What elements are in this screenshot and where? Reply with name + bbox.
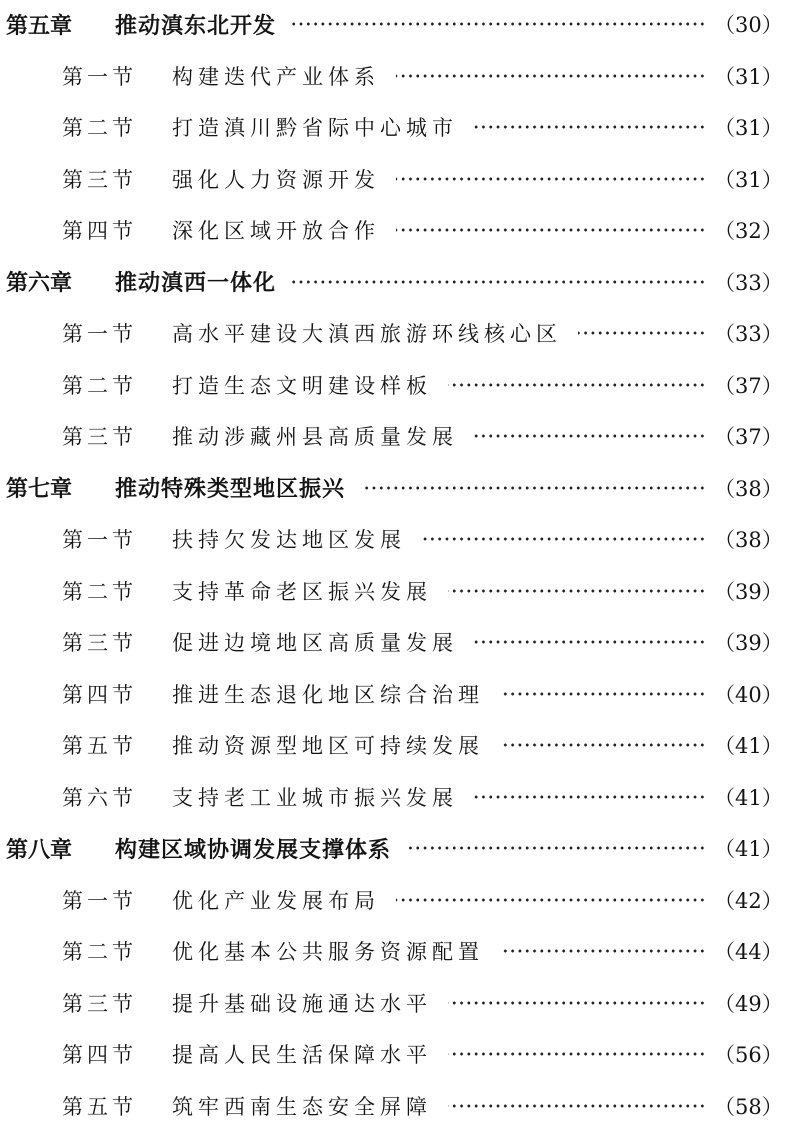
dot-leader (407, 846, 706, 850)
page-number: （58） (714, 1094, 783, 1119)
page-number: （31） (714, 64, 783, 89)
toc-entry-label (62, 215, 380, 245)
section-number: 第三节 (62, 425, 137, 449)
toc-entry-label (62, 1091, 432, 1121)
section-number: 第三节 (62, 631, 137, 655)
toc-section-row[interactable] (0, 368, 800, 402)
dot-leader (292, 280, 706, 284)
toc-entry-label (62, 524, 406, 554)
section-number: 第五节 (62, 1094, 137, 1119)
toc-section-row[interactable] (0, 677, 800, 711)
toc-entry-label (62, 370, 432, 400)
page-number: （40） (714, 682, 783, 707)
toc-entry-label (62, 782, 458, 812)
page-number: （56） (714, 1043, 783, 1067)
section-title: 深化区域开放合作 (172, 219, 380, 243)
dot-leader (500, 949, 706, 953)
toc-entry-label (6, 266, 276, 297)
toc-section-row[interactable] (0, 110, 800, 144)
section-number: 第二节 (62, 940, 137, 964)
chapter-title: 推动特殊类型地区振兴 (115, 477, 346, 502)
toc-section-row[interactable] (0, 883, 800, 917)
toc-section-row[interactable] (0, 213, 800, 247)
toc-chapter-row[interactable] (0, 265, 800, 299)
toc-chapter-row[interactable] (0, 7, 800, 41)
page-number: （31） (714, 116, 783, 140)
page-number: （37） (714, 373, 783, 398)
chapter-title: 构建区域协调发展支撑体系 (115, 837, 392, 863)
section-number: 第三节 (62, 991, 137, 1016)
section-title: 高水平建设大滇西旅游环线核心区 (172, 322, 562, 346)
chapter-title: 推动滇东北开发 (115, 13, 277, 39)
page-number: （44） (714, 940, 783, 964)
toc-entry-label (62, 730, 484, 760)
dot-leader (448, 1104, 706, 1108)
dot-leader (474, 434, 706, 438)
section-title: 支持革命老区振兴发展 (172, 579, 432, 604)
section-number: 第三节 (62, 167, 137, 192)
toc-section-row[interactable] (0, 316, 800, 350)
section-title: 推进生态退化地区综合治理 (172, 682, 484, 707)
toc-section-row[interactable] (0, 419, 800, 453)
page-number: （49） (714, 991, 783, 1016)
toc-entry-label (62, 679, 484, 709)
section-title: 推动涉藏州县高质量发展 (172, 425, 458, 449)
toc-entry-label (6, 472, 345, 503)
chapter-number: 第八章 (6, 837, 73, 863)
section-title: 打造滇川黔省际中心城市 (172, 116, 458, 140)
dot-leader (292, 22, 706, 26)
toc-entry-label (6, 833, 391, 864)
chapter-title: 推动滇西一体化 (115, 271, 277, 296)
dot-leader (474, 125, 706, 129)
section-title: 构建迭代产业体系 (172, 64, 380, 89)
dot-leader (422, 537, 706, 541)
section-title: 优化基本公共服务资源配置 (172, 940, 484, 964)
toc-entry-label (62, 1039, 432, 1069)
dot-leader (448, 589, 706, 593)
toc-entry-label (62, 988, 432, 1018)
section-title: 促进边境地区高质量发展 (172, 631, 458, 655)
section-number: 第一节 (62, 528, 137, 552)
toc-section-row[interactable] (0, 1037, 800, 1071)
section-title: 提高人民生活保障水平 (172, 1043, 432, 1067)
section-title: 扶持欠发达地区发展 (172, 528, 406, 552)
chapter-number: 第七章 (6, 477, 73, 502)
section-title: 打造生态文明建设样板 (172, 373, 432, 398)
page-number: （37） (714, 425, 783, 449)
section-number: 第一节 (62, 322, 137, 346)
toc-section-row[interactable] (0, 522, 800, 556)
section-title: 筑牢西南生态安全屏障 (172, 1094, 432, 1119)
chapter-number: 第五章 (6, 13, 73, 39)
page-number: （33） (714, 322, 783, 346)
page-number: （38） (714, 528, 783, 552)
toc-entry-label (62, 885, 380, 915)
page-number: （32） (714, 219, 783, 243)
dot-leader (500, 692, 706, 696)
dot-leader (578, 331, 706, 335)
dot-leader (396, 898, 706, 902)
page-number: （41） (714, 785, 783, 810)
section-number: 第四节 (62, 219, 137, 243)
page-number: （39） (714, 631, 783, 655)
section-number: 第四节 (62, 682, 137, 707)
page-number: （33） (714, 270, 783, 295)
page-number: （41） (714, 734, 783, 758)
dot-leader (448, 1001, 706, 1005)
dot-leader (448, 1052, 706, 1056)
section-number: 第一节 (62, 888, 137, 913)
toc-entry-label (62, 627, 458, 657)
toc-section-row[interactable] (0, 162, 800, 196)
page-number: （38） (714, 476, 783, 501)
section-number: 第一节 (62, 64, 137, 89)
dot-leader (448, 383, 706, 387)
section-number: 第二节 (62, 116, 137, 140)
toc-entry-label (62, 164, 380, 194)
dot-leader (396, 177, 706, 181)
page-number: （41） (714, 837, 783, 861)
toc-section-row[interactable] (0, 59, 800, 93)
toc-entry-label (62, 421, 458, 451)
section-number: 第五节 (62, 734, 137, 758)
toc-section-row[interactable] (0, 728, 800, 762)
toc-section-row[interactable] (0, 1089, 800, 1123)
section-title: 强化人力资源开发 (172, 167, 380, 192)
toc-entry-label (62, 61, 380, 91)
page-number: （42） (714, 888, 783, 913)
toc-section-row[interactable] (0, 574, 800, 608)
toc-chapter-row[interactable] (0, 831, 800, 865)
section-title: 推动资源型地区可持续发展 (172, 734, 484, 758)
toc-entry-label (62, 318, 562, 348)
dot-leader (396, 228, 706, 232)
toc-entry-label (6, 9, 276, 40)
toc-section-row[interactable] (0, 625, 800, 659)
toc-section-row[interactable] (0, 780, 800, 814)
dot-leader (474, 795, 706, 799)
section-number: 第二节 (62, 373, 137, 398)
dot-leader (361, 486, 706, 490)
page-number: （30） (714, 13, 783, 37)
dot-leader (396, 74, 706, 78)
toc-entry-label (62, 576, 432, 606)
section-number: 第六节 (62, 785, 137, 810)
page-number: （39） (714, 579, 783, 604)
toc-chapter-row[interactable] (0, 471, 800, 505)
section-title: 支持老工业城市振兴发展 (172, 785, 458, 810)
chapter-number: 第六章 (6, 271, 73, 296)
toc-section-row[interactable] (0, 986, 800, 1020)
section-number: 第四节 (62, 1043, 137, 1067)
section-title: 提升基础设施通达水平 (172, 991, 432, 1016)
dot-leader (474, 640, 706, 644)
section-number: 第二节 (62, 579, 137, 604)
toc-section-row[interactable] (0, 934, 800, 968)
dot-leader (500, 743, 706, 747)
section-title: 优化产业发展布局 (172, 888, 380, 913)
page-number: （31） (714, 167, 783, 192)
toc-entry-label (62, 112, 458, 142)
toc-entry-label (62, 936, 484, 966)
